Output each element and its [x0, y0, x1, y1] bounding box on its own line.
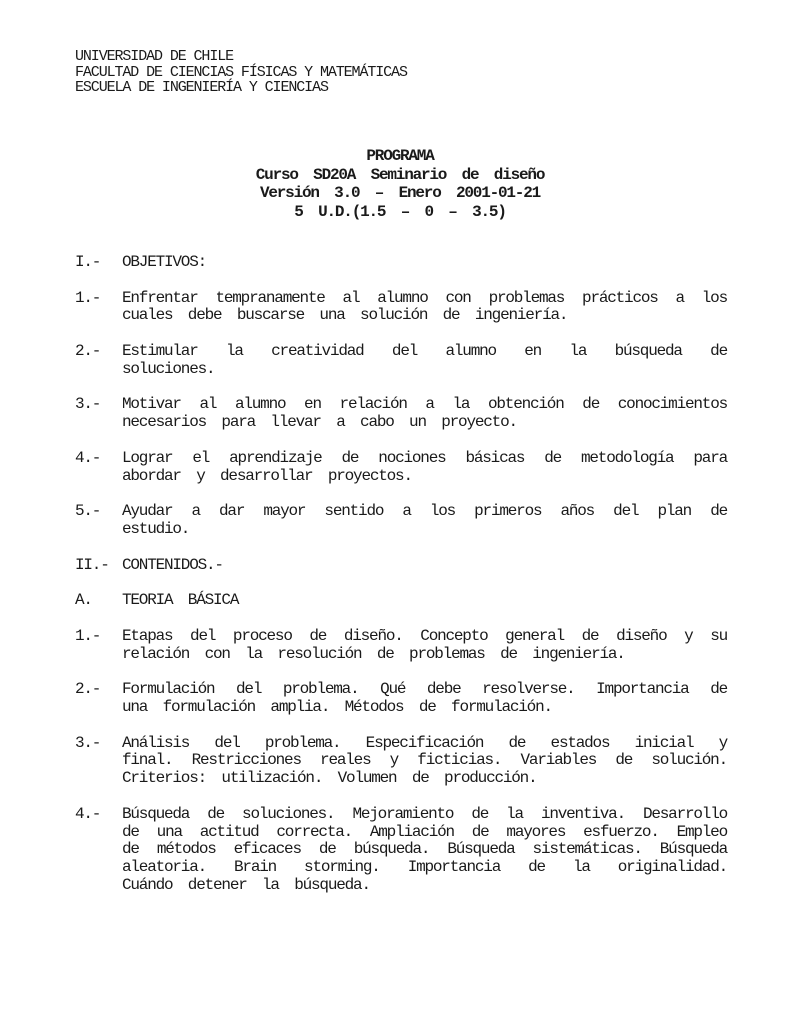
text-line: Búsqueda de soluciones. Mejoramiento de la inventiva. Desarrollo: [122, 804, 727, 823]
title-line: Curso SD20A Seminario de diseño: [255, 165, 545, 184]
paragraph: [75, 503, 727, 539]
text-line: Motivar al alumno en relación a la obtención de conocimientos: [122, 395, 727, 414]
paragraph-text: [122, 254, 727, 272]
text-line: Enfrentar tempranamente al alumno con problemas prácticos a los: [122, 288, 727, 307]
text-line: una formulación amplia. Métodos de formulación.: [122, 697, 552, 716]
text-line: de una actitud correcta. Ampliación de mayores esfuerzo. Empleo: [122, 822, 727, 841]
paragraph-text: [122, 592, 727, 610]
paragraph: [75, 735, 727, 788]
paragraph-text: [122, 343, 727, 379]
letterhead-line: UNIVERSIDAD DE CHILE: [75, 48, 234, 65]
item-marker: I.-: [75, 253, 101, 271]
text-line: TEORIA BÁSICA: [122, 591, 239, 610]
text-line: Lograr el aprendizaje de nociones básicas de metodología para: [122, 448, 727, 467]
paragraph: [75, 450, 727, 486]
title-line: 5 U.D.(1.5 – 0 – 3.5): [294, 202, 506, 221]
paragraph: [75, 290, 727, 326]
paragraph-text: [122, 450, 727, 486]
paragraph: [75, 343, 727, 379]
paragraph: [75, 557, 727, 575]
paragraph-text: [122, 628, 727, 664]
paragraph: [75, 681, 727, 717]
text-line: relación con la resolución de problemas de ingeniería.: [122, 644, 625, 663]
item-marker: 4.-: [75, 448, 101, 467]
text-line: estudio.: [122, 519, 190, 538]
text-line: CONTENIDOS.-: [122, 555, 223, 574]
text-line: OBJETIVOS:: [122, 253, 207, 271]
paragraph: [75, 806, 727, 895]
paragraph: [75, 254, 727, 272]
paragraph-text: [122, 557, 727, 575]
paragraph: [75, 628, 727, 664]
paragraph-text: [122, 735, 727, 788]
paragraph: [75, 592, 727, 610]
text-line: Cuándo detener la búsqueda.: [122, 875, 370, 894]
item-marker: 1.-: [75, 288, 101, 307]
paragraph-text: [122, 290, 727, 326]
document-body: [75, 254, 727, 895]
text-line: de métodos eficaces de búsqueda. Búsqueda sistemáticas. Búsqueda: [122, 840, 727, 859]
item-marker: II.-: [75, 555, 109, 574]
item-marker: 5.-: [75, 502, 101, 521]
title-line: Versión 3.0 – Enero 2001-01-21: [259, 184, 541, 203]
paragraph-text: [122, 681, 727, 717]
paragraph-text: [122, 503, 727, 539]
item-marker: 3.-: [75, 733, 101, 752]
title-line: PROGRAMA: [366, 147, 434, 165]
text-line: abordar y desarrollar proyectos.: [122, 466, 412, 485]
paragraph-text: [122, 806, 727, 895]
text-line: Etapas del proceso de diseño. Concepto general de diseño y su: [122, 626, 727, 645]
item-marker: A.: [75, 591, 92, 610]
item-marker: 2.-: [75, 680, 101, 699]
letterhead-line: ESCUELA DE INGENIERÍA Y CIENCIAS: [75, 79, 328, 96]
paragraph: [75, 396, 727, 432]
text-line: cuales debe buscarse una solución de ingeniería.: [122, 306, 568, 325]
text-line: final. Restricciones reales y ficticias. Variables de solución.: [122, 751, 727, 770]
item-marker: 2.-: [75, 341, 101, 360]
letterhead-line: FACULTAD DE CIENCIAS FÍSICAS Y MATEMÁTICAS: [75, 63, 407, 81]
letterhead: [75, 49, 407, 96]
text-line: necesarios para llevar a cabo un proyecto.: [122, 413, 517, 432]
item-marker: 4.-: [75, 804, 101, 823]
item-marker: 1.-: [75, 626, 101, 645]
text-line: aleatoria. Brain storming. Importancia de la originalidad.: [122, 858, 727, 877]
text-line: Ayudar a dar mayor sentido a los primeros años del plan de: [122, 502, 727, 521]
text-line: Análisis del problema. Especificación de estados inicial y: [122, 733, 727, 752]
title-block: [0, 147, 800, 221]
text-line: Criterios: utilización. Volumen de producción.: [122, 769, 537, 788]
item-marker: 3.-: [75, 395, 101, 414]
text-line: soluciones.: [122, 359, 215, 378]
text-line: Estimular la creatividad del alumno en la búsqueda de: [122, 341, 727, 360]
paragraph-text: [122, 396, 727, 432]
text-line: Formulación del problema. Qué debe resolverse. Importancia de: [122, 680, 727, 699]
